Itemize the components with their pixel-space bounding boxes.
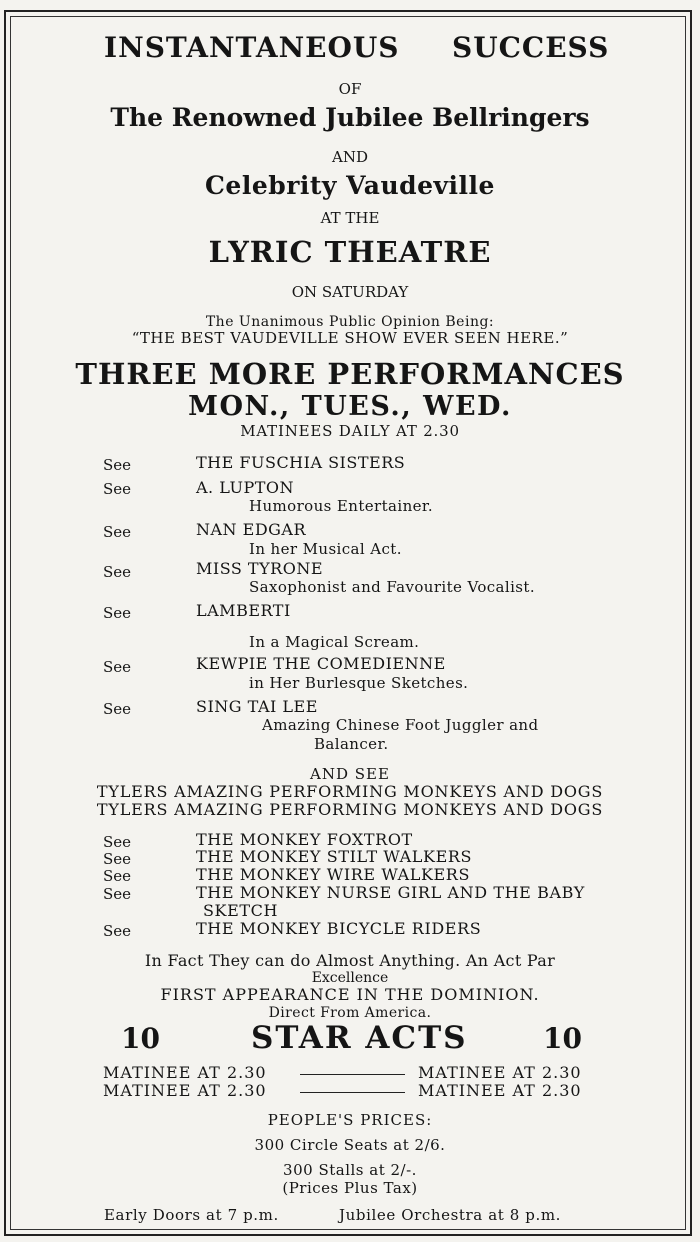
act-description: Saxophonist and Favourite Vocalist. <box>249 578 535 596</box>
and-text: AND <box>332 148 368 166</box>
star-count-right: 10 <box>543 1022 582 1055</box>
act-name: A. LUPTON <box>196 478 295 497</box>
tax-note: (Prices Plus Tax) <box>282 1179 418 1197</box>
excellence-line: In Fact They can do Almost Anything. An Act Par <box>144 951 556 970</box>
day-text: ON SATURDAY <box>291 283 409 301</box>
and-see-text: AND SEE <box>310 765 390 783</box>
matinee-rule <box>300 1074 405 1075</box>
act-name: SING TAI LEE <box>196 697 318 716</box>
act-name: MISS TYRONE <box>196 559 324 578</box>
see-label: See <box>103 604 132 622</box>
matinee-text: MATINEE AT 2.30 <box>103 1063 267 1082</box>
see-label: See <box>103 922 132 940</box>
performance-days: MON., TUES., WED. <box>188 391 512 422</box>
act-description: in Her Burlesque Sketches. <box>249 674 469 692</box>
matinee-text: MATINEE AT 2.30 <box>418 1081 582 1100</box>
headline-right: SUCCESS <box>452 31 610 64</box>
see-label: See <box>103 850 132 868</box>
vaudeville-title: Celebrity Vaudeville <box>205 171 495 200</box>
early-doors: Early Doors at 7 p.m. <box>104 1206 279 1224</box>
direct-from: Direct From America. <box>268 1005 432 1021</box>
see-label: See <box>103 867 132 885</box>
see-label: See <box>103 480 132 498</box>
monkey-act: THE MONKEY NURSE GIRL AND THE BABY <box>196 883 585 902</box>
act-description-continued: Balancer. <box>314 735 389 753</box>
act-name: LAMBERTI <box>196 601 291 620</box>
monkey-act: THE MONKEY STILT WALKERS <box>196 847 473 866</box>
act-description: In a Magical Scream. <box>249 633 420 651</box>
monkey-act: THE MONKEY WIRE WALKERS <box>196 865 471 884</box>
matinee-text: MATINEE AT 2.30 <box>103 1081 267 1100</box>
monkey-act: THE MONKEY FOXTROT <box>196 830 413 849</box>
see-label: See <box>103 700 132 718</box>
matinee-rule <box>300 1092 405 1093</box>
orchestra-time: Jubilee Orchestra at 8 p.m. <box>339 1206 562 1224</box>
troupe-name: The Renowned Jubilee Bellringers <box>110 103 590 132</box>
act-name: KEWPIE THE COMEDIENNE <box>196 654 446 673</box>
see-label: See <box>103 563 132 581</box>
see-label: See <box>103 456 132 474</box>
tylers-line: TYLERS AMAZING PERFORMING MONKEYS AND DOGS <box>96 800 604 819</box>
venue-name: LYRIC THEATRE <box>208 235 492 269</box>
opinion-quote: “THE BEST VAUDEVILLE SHOW EVER SEEN HERE.” <box>131 329 569 347</box>
see-label: See <box>103 523 132 541</box>
circle-price: 300 Circle Seats at 2/6. <box>254 1136 446 1154</box>
opinion-intro: The Unanimous Public Opinion Being: <box>205 314 495 330</box>
at-the-text: AT THE <box>320 209 380 227</box>
star-count-left: 10 <box>121 1022 160 1055</box>
see-label: See <box>103 885 132 903</box>
star-acts-label: STAR ACTS <box>251 1020 468 1056</box>
see-label: See <box>103 658 132 676</box>
first-appearance: FIRST APPEARANCE IN THE DOMINION. <box>160 985 540 1004</box>
see-label: See <box>103 833 132 851</box>
monkey-act: THE MONKEY BICYCLE RIDERS <box>196 919 482 938</box>
act-name: THE FUSCHIA SISTERS <box>196 453 406 472</box>
tylers-line: TYLERS AMAZING PERFORMING MONKEYS AND DOGS <box>96 782 604 801</box>
act-name: NAN EDGAR <box>196 520 307 539</box>
matinee-text: MATINEE AT 2.30 <box>418 1063 582 1082</box>
prices-title: PEOPLE'S PRICES: <box>267 1111 433 1129</box>
stalls-price: 300 Stalls at 2/-. <box>283 1161 417 1179</box>
matinees-daily: MATINEES DAILY AT 2.30 <box>240 422 460 440</box>
act-description: Humorous Entertainer. <box>249 497 434 515</box>
excellence-word: Excellence <box>311 970 389 986</box>
act-description: In her Musical Act. <box>249 540 402 558</box>
act-description: Amazing Chinese Foot Juggler and <box>262 716 539 734</box>
performances-title: THREE MORE PERFORMANCES <box>75 357 625 391</box>
monkey-act-continued: SKETCH <box>203 901 279 920</box>
of-text: OF <box>338 80 362 98</box>
headline-left: INSTANTANEOUS <box>104 31 400 64</box>
